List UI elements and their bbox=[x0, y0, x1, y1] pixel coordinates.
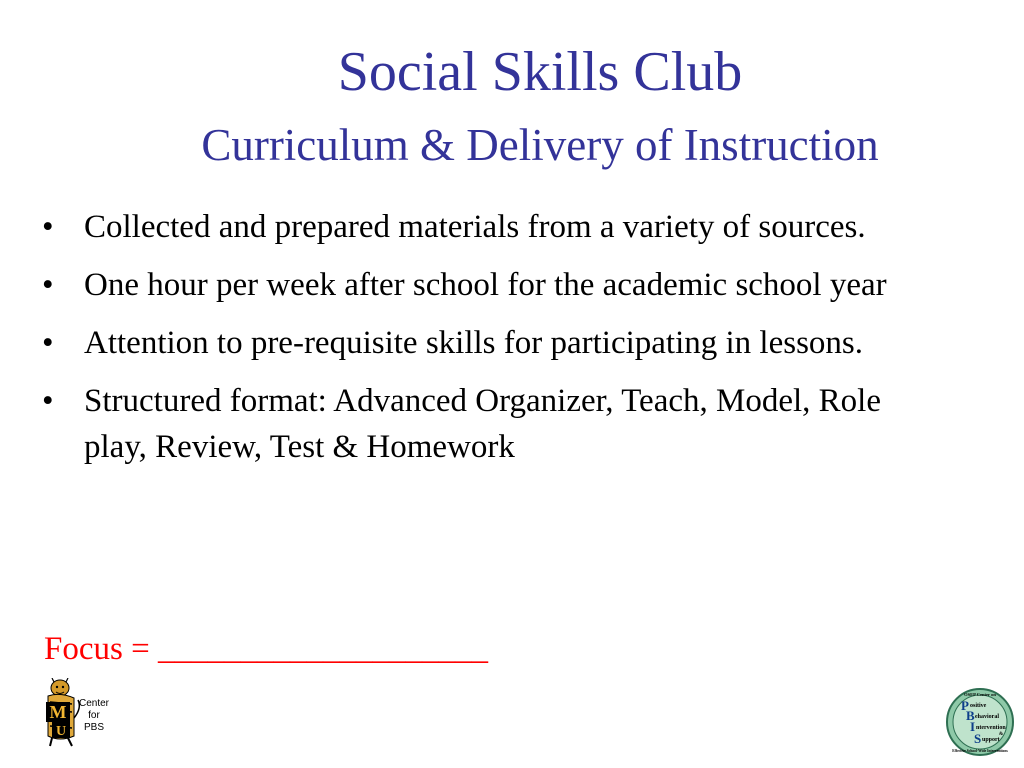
pbis-letter-p: P bbox=[961, 698, 969, 713]
svg-text:U: U bbox=[55, 724, 67, 739]
bullet-text: Collected and prepared materials from a variety of sources. bbox=[84, 209, 866, 245]
bullet-mark: • bbox=[42, 209, 54, 245]
pbis-top-text: OSEP Center on bbox=[964, 692, 996, 697]
logo-left-line: PBS bbox=[83, 722, 104, 733]
pbis-word-behavioral: ehavioral bbox=[975, 714, 999, 720]
pbis-word-intervention: ntervention bbox=[976, 725, 1006, 731]
bullet-mark: • bbox=[42, 383, 54, 419]
center-for-pbs-label bbox=[78, 698, 110, 734]
bullet-text: One hour per week after school for the academic school year bbox=[84, 267, 887, 303]
bullet-item bbox=[40, 378, 940, 470]
pbis-letter-s: S bbox=[974, 731, 982, 746]
focus-line: Focus = ____________________ bbox=[44, 631, 488, 667]
bullet-text: Attention to pre-requisite skills for participating in lessons. bbox=[84, 325, 864, 361]
pbis-word-support: upport bbox=[982, 737, 1000, 743]
svg-text:M: M bbox=[49, 702, 67, 722]
bullet-mark: • bbox=[42, 325, 54, 361]
bullet-mark: • bbox=[42, 267, 54, 303]
pbis-logo bbox=[940, 688, 1020, 756]
bullet-item bbox=[40, 204, 940, 250]
slide-subtitle: Curriculum & Delivery of Instruction bbox=[201, 120, 879, 170]
bullet-list bbox=[40, 204, 940, 470]
bullet-item bbox=[40, 262, 940, 308]
pbis-bottom-text: Effective School-Wide Interventions bbox=[952, 749, 1008, 753]
logo-left-line: Center bbox=[78, 698, 109, 709]
bullet-text: Structured format: Advanced Organizer, Teach, Model, Role play, Review, Test & Homework bbox=[84, 383, 881, 465]
pbis-letter-i: I bbox=[970, 719, 976, 734]
bullet-item bbox=[40, 320, 940, 366]
pbis-amp: & bbox=[999, 732, 1004, 737]
slide-title: Social Skills Club bbox=[337, 41, 743, 103]
pbis-letter-b: B bbox=[966, 708, 975, 723]
logo-left-line: for bbox=[88, 710, 100, 721]
pbis-word-positive: ositive bbox=[970, 703, 987, 709]
